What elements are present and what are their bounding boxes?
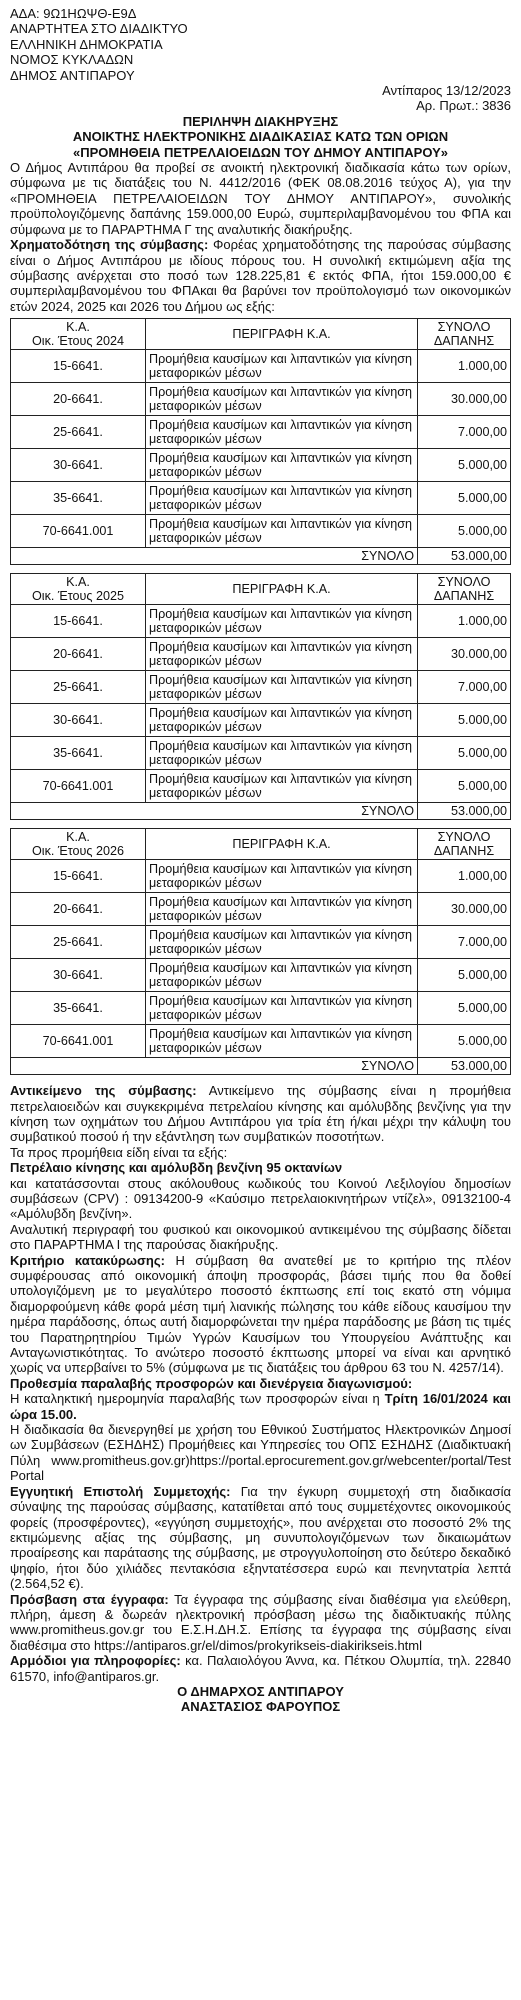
posting-line: ΑΝΑΡΤΗΤΕΑ ΣΤΟ ΔΙΑΔΙΚΤΥΟ (10, 21, 188, 37)
types-intro: Τα προς προμήθεια είδη είναι τα εξής: (10, 1144, 228, 1160)
table-row (11, 893, 511, 926)
title-line-2: ΑΝΟΙΚΤΗΣ ΗΛΕΚΤΡΟΝΙΚΗΣ ΔΙΑΔΙΚΑΣΙΑΣ ΚΑΤΩ ΤΩΝ ΟΡΙΩΝ (72, 129, 449, 145)
row-description: Προμήθεια καυσίμων και λιπαντικών για κίνηση μεταφορικών μέσων (146, 383, 418, 416)
object-description: Αναλυτική περιγραφή του φυσικού και οικονομικού αντικειμένου της σύμβασης δίδεται στο ΠΑΡΑΡΤΗΜΑ Ι της παρούσας διακήρυξης. (10, 1221, 511, 1253)
table-row (11, 482, 511, 515)
table-total-row (11, 803, 511, 820)
row-amount: 5.000,00 (418, 737, 511, 770)
header-expense-label: ΔΑΠΑΝΗΣ (433, 844, 495, 859)
budget-tables (10, 318, 511, 1075)
signature-role: Ο ΔΗΜΑΡΧΟΣ ΑΝΤΙΠΑΡΟΥ (177, 1683, 344, 1699)
header-total (418, 829, 511, 860)
row-amount: 5.000,00 (418, 482, 511, 515)
guarantee-label: Εγγυητική Επιστολή Συμμετοχής: (10, 1483, 231, 1499)
header-year-label: Οικ. Έτους 2024 (31, 334, 125, 349)
header-total-label: ΣΥΝΟΛΟ (437, 320, 491, 335)
row-description: Προμήθεια καυσίμων και λιπαντικών για κίνηση μεταφορικών μέσων (146, 704, 418, 737)
table-row (11, 416, 511, 449)
header-expense-label: ΔΑΠΑΝΗΣ (433, 334, 495, 349)
total-label: ΣΥΝΟΛΟ (146, 548, 418, 565)
row-description: Προμήθεια καυσίμων και λιπαντικών για κίνηση μεταφορικών μέσων (146, 1025, 418, 1058)
subject-text: Αντικείμενο της σύμβασης είναι η προμήθεια πετρελαιοειδών και συγκεκριμένα πετρελαίου κίνησης και αμόλυβδης βενζίνης για την κίνηση των οχημάτων του Δήμου Αντιπάρου για τρία έτη ή/και μέχρι την κάλυψη του συμβατικού ποσού ή την εξάντληση των συμβατικών ποσοτήτων. (10, 1083, 511, 1145)
header-total-label: ΣΥΝΟΛΟ (437, 575, 491, 590)
row-amount: 5.000,00 (418, 704, 511, 737)
row-code: 30-6641. (11, 704, 146, 737)
row-description: Προμήθεια καυσίμων και λιπαντικών για κίνηση μεταφορικών μέσων (146, 605, 418, 638)
contact-text: κα. Παλαιολόγου Άννα, κα. Πέτκου Ολυμπία, τηλ. 22840 61570, info@antiparos.gr. (10, 1653, 511, 1684)
row-amount: 5.000,00 (418, 515, 511, 548)
table-header-row (11, 574, 511, 605)
header-total (418, 319, 511, 350)
access-text: Τα έγγραφα της σύμβασης είναι διαθέσιμα για ελεύθερη, πλήρη, άμεση & δωρεάν ηλεκτρονική πρόσβαση μέσω της διαδικτυακής πύλης www.promitheus.gov.gr του Ε.Σ.Η.ΔΗ.Σ. Επίσης τα έγγραφα της σύμβασης είναι διαθέσιμα στο https://antiparos.gr/el/dimos/prokyrikseis-diakirikseis.html (10, 1591, 511, 1653)
table-row (11, 638, 511, 671)
header-code-label: Κ.Α. (66, 575, 90, 590)
deadline-label: Προθεσμία παραλαβής προσφορών και διενέργεια διαγωνισμού: (10, 1375, 413, 1391)
table-total-row (11, 1058, 511, 1075)
header-description: ΠΕΡΙΓΡΑΦΗ Κ.Α. (146, 319, 418, 350)
access-paragraph (10, 1592, 511, 1654)
header-code (11, 319, 146, 350)
row-description: Προμήθεια καυσίμων και λιπαντικών για κίνηση μεταφορικών μέσων (146, 737, 418, 770)
row-description: Προμήθεια καυσίμων και λιπαντικών για κίνηση μεταφορικών μέσων (146, 893, 418, 926)
row-code: 25-6641. (11, 671, 146, 704)
row-description: Προμήθεια καυσίμων και λιπαντικών για κίνηση μεταφορικών μέσων (146, 926, 418, 959)
cpv-paragraph: και κατατάσσονται στους ακόλουθους κωδικούς του Κοινού Λεξιλογίου δημοσίων συμβάσεων (CPV) : 09134200-9 «Καύσιμο πετρελαιοκινητήρων ντίζελ», 09132100-4 «Αμόλυβδη βενζίνη». (10, 1175, 511, 1222)
table-row (11, 1025, 511, 1058)
header-description: ΠΕΡΙΓΡΑΦΗ Κ.Α. (146, 829, 418, 860)
award-text: Η σύμβαση θα ανατεθεί με το κριτήριο της πλέον συμφέρουσας από οικονομική άποψη προσφοράς, βάσει τιμής που θα δοθεί υπολογιζόμενη με το μεγαλύτερο ποσοστό έκπτωσης επί τοις εκατό στη νόμιμα διαμορφούμενη κάθε φορά μέση τιμή λιανικής πώλησης του κάθε είδους καυσίμου την ημέρα παράδοσης, όπως αυτή διαμορφώνεται την ημέρα παράδοσης με βάση τις τιμές του Παρατηρητηρίου Τιμών Υγρών Καυσίμων του Υπουργείου Ανάπτυξης και Ανταγωνιστικότητας. Το ανώτερο ποσοστό έκπτωσης μπορεί να είναι και αρνητικό χωρίς να υπερβαίνει το 5% (σύμφωνα με τις διατάξεις του άρθρου 63 του Ν. 4257/14). (10, 1252, 511, 1376)
row-description: Προμήθεια καυσίμων και λιπαντικών για κίνηση μεταφορικών μέσων (146, 860, 418, 893)
table-row (11, 671, 511, 704)
table-row (11, 605, 511, 638)
row-code: 25-6641. (11, 926, 146, 959)
procedure-paragraph: Η διαδικασία θα διενεργηθεί με χρήση του Εθνικού Συστήματος Ηλεκτρονικών Δημοσίων Συμβάσεων (ΕΣΗΔΗΣ) Προμήθειες και Υπηρεσίες του ΟΠΣ ΕΣΗΔΗΣ (Διαδικτυακή Πύλη www.promitheus.gov.gr)https://portal.eprocurement.gov.gr/webcenter/portal/TestPortal (10, 1422, 511, 1484)
header-year-label: Οικ. Έτους 2025 (31, 589, 125, 604)
republic-line: ΕΛΛΗΝΙΚΗ ΔΗΜΟΚΡΑΤΙΑ (10, 36, 163, 52)
deadline-date: Τρίτη 16/01/2024 και ώρα 15.00. (10, 1391, 511, 1422)
row-description: Προμήθεια καυσίμων και λιπαντικών για κίνηση μεταφορικών μέσων (146, 515, 418, 548)
funding-paragraph (10, 237, 511, 314)
table-total-row (11, 548, 511, 565)
header-code-label: Κ.Α. (66, 830, 90, 845)
header-code (11, 829, 146, 860)
row-amount: 5.000,00 (418, 992, 511, 1025)
total-label: ΣΥΝΟΛΟ (146, 803, 418, 820)
header-total (418, 574, 511, 605)
document-header (10, 6, 511, 114)
row-description: Προμήθεια καυσίμων και λιπαντικών για κίνηση μεταφορικών μέσων (146, 638, 418, 671)
award-paragraph (10, 1253, 511, 1376)
table-row (11, 959, 511, 992)
deadline-text: Η καταληκτική ημερομηνία παραλαβής των προσφορών είναι η (10, 1391, 385, 1407)
ada-line: ΑΔΑ: 9Ω1ΗΩΨΘ-Ε9Δ (10, 6, 137, 21)
row-amount: 1.000,00 (418, 605, 511, 638)
document-title (10, 114, 511, 160)
row-amount: 30.000,00 (418, 638, 511, 671)
table-row (11, 383, 511, 416)
header-description: ΠΕΡΙΓΡΑΦΗ Κ.Α. (146, 574, 418, 605)
municipality-line: ΔΗΜΟΣ ΑΝΤΙΠΑΡΟΥ (10, 67, 135, 83)
row-code: 15-6641. (11, 860, 146, 893)
row-code: 35-6641. (11, 737, 146, 770)
row-code: 70-6641.001 (11, 1025, 146, 1058)
budget-table (10, 573, 511, 820)
row-code: 70-6641.001 (11, 515, 146, 548)
title-line-3: «ΠΡΟΜΗΘΕΙΑ ΠΕΤΡΕΛΑΙΟΕΙΔΩΝ ΤΟΥ ΔΗΜΟΥ ΑΝΤΙΠΑΡΟΥ» (73, 144, 448, 160)
row-description: Προμήθεια καυσίμων και λιπαντικών για κίνηση μεταφορικών μέσων (146, 416, 418, 449)
document-date: Αντίπαρος 13/12/2023 (382, 83, 511, 99)
protocol-number: Αρ. Πρωτ.: 3836 (416, 98, 511, 114)
row-description: Προμήθεια καυσίμων και λιπαντικών για κίνηση μεταφορικών μέσων (146, 671, 418, 704)
total-blank (11, 548, 146, 565)
title-line-1: ΠΕΡΙΛΗΨΗ ΔΙΑΚΗΡΥΞΗΣ (182, 113, 339, 129)
header-code (11, 574, 146, 605)
total-label: ΣΥΝΟΛΟ (146, 1058, 418, 1075)
row-code: 20-6641. (11, 893, 146, 926)
header-code-label: Κ.Α. (66, 320, 90, 335)
row-amount: 1.000,00 (418, 860, 511, 893)
row-code: 20-6641. (11, 383, 146, 416)
header-expense-label: ΔΑΠΑΝΗΣ (433, 589, 495, 604)
table-header-row (11, 319, 511, 350)
fuel-types: Πετρέλαιο κίνησης και αμόλυβδη βενζίνη 95 οκτανίων (10, 1160, 343, 1176)
deadline-heading (10, 1376, 511, 1391)
subject-label: Αντικείμενο της σύμβασης: (10, 1083, 197, 1099)
row-amount: 7.000,00 (418, 416, 511, 449)
budget-table (10, 828, 511, 1075)
row-amount: 1.000,00 (418, 350, 511, 383)
row-amount: 5.000,00 (418, 959, 511, 992)
row-amount: 5.000,00 (418, 449, 511, 482)
signature-name: ΑΝΑΣΤΑΣΙΟΣ ΦΑΡΟΥΠΟΣ (180, 1699, 341, 1715)
funding-label: Χρηματοδότηση της σύμβασης: (10, 237, 209, 253)
access-label: Πρόσβαση στα έγγραφα: (10, 1591, 169, 1607)
header-total-label: ΣΥΝΟΛΟ (437, 830, 491, 845)
row-amount: 5.000,00 (418, 770, 511, 803)
signature-block (10, 1684, 511, 1715)
funding-text: Φορέας χρηματοδότησης της παρούσας σύμβασης είναι ο Δήμος Αντιπάρου με ιδίους πόρους του. Η συνολική εκτιμώμενη αξία της σύμβασης ανέρχεται στο ποσό των 128.225,81 € εκτός ΦΠΑ, ήτοι 159.000,00 € συμπεριλαμβανομένου του ΦΠΑκαι θα βαρύνει τον προϋπολογισμό των οικονομικών ετών 2024, 2025 και 2026 του Δήμου ως εξής: (10, 237, 511, 314)
award-label: Κριτήριο κατακύρωσης: (10, 1252, 165, 1268)
table-header-row (11, 829, 511, 860)
row-code: 15-6641. (11, 350, 146, 383)
total-blank (11, 803, 146, 820)
row-code: 30-6641. (11, 449, 146, 482)
table-row (11, 860, 511, 893)
row-code: 35-6641. (11, 482, 146, 515)
row-description: Προμήθεια καυσίμων και λιπαντικών για κίνηση μεταφορικών μέσων (146, 449, 418, 482)
row-description: Προμήθεια καυσίμων και λιπαντικών για κίνηση μεταφορικών μέσων (146, 482, 418, 515)
total-amount: 53.000,00 (418, 1058, 511, 1075)
total-amount: 53.000,00 (418, 803, 511, 820)
header-year-label: Οικ. Έτους 2026 (31, 844, 125, 859)
row-description: Προμήθεια καυσίμων και λιπαντικών για κίνηση μεταφορικών μέσων (146, 992, 418, 1025)
table-row (11, 926, 511, 959)
total-amount: 53.000,00 (418, 548, 511, 565)
row-amount: 5.000,00 (418, 1025, 511, 1058)
deadline-paragraph (10, 1391, 511, 1422)
table-row (11, 770, 511, 803)
contact-label: Αρμόδιοι για πληροφορίες: (10, 1653, 181, 1669)
prefecture-line: ΝΟΜΟΣ ΚΥΚΛΑΔΩΝ (10, 52, 134, 68)
row-description: Προμήθεια καυσίμων και λιπαντικών για κίνηση μεταφορικών μέσων (146, 350, 418, 383)
row-amount: 7.000,00 (418, 926, 511, 959)
row-amount: 30.000,00 (418, 893, 511, 926)
guarantee-text: Για την έγκυρη συμμετοχή στη διαδικασία σύναψης της παρούσας σύμβασης, κατατίθεται από τους συμμετέχοντες οικονομικούς φορείς (προσφέροντες), «εγγύηση συμμετοχής», που ανέρχεται στο ποσοστό 2% της εκτιμώμενης αξίας της σύμβασης, μη συνυπολογιζόμενων των δικαιωμάτων προαίρεσης και παράτασης της σύμβασης, με στρογγυλοποίηση στο δεύτερο δεκαδικό ψηφίο, ήτοι δύο χιλιάδες πεντακόσια εξηντατέσσερα ευρώ και πενηντατρία λεπτά (2.564,52 €). (10, 1483, 511, 1592)
table-row (11, 449, 511, 482)
row-code: 15-6641. (11, 605, 146, 638)
table-row (11, 515, 511, 548)
contact-paragraph (10, 1653, 511, 1684)
intro-paragraph: Ο Δήμος Αντιπάρου θα προβεί σε ανοικτή ηλεκτρονική διαδικασία κάτω των ορίων, σύμφωνα με τις διατάξεις του Ν. 4412/2016 (ΦΕΚ 08.08.2016 τεύχος Α), για την «ΠΡΟΜΗΘΕΙΑ ΠΕΤΡΕΛΑΙΟΕΙΔΩΝ ΤΟΥ ΔΗΜΟΥ ΑΝΤΙΠΑΡΟΥ», συνολικής προϋπολογιζόμενης δαπάνης 159.000,00 Ευρώ, συμπεριλαμβανομένου του ΦΠΑ και σύμφωνα με το ΠΑΡΑΡΤΗΜΑ Γ της αναλυτικής διακήρυξης. (10, 160, 511, 237)
table-row (11, 350, 511, 383)
row-description: Προμήθεια καυσίμων και λιπαντικών για κίνηση μεταφορικών μέσων (146, 770, 418, 803)
row-amount: 30.000,00 (418, 383, 511, 416)
row-code: 25-6641. (11, 416, 146, 449)
subject-paragraph (10, 1083, 511, 1145)
budget-table (10, 318, 511, 565)
table-row (11, 737, 511, 770)
row-code: 20-6641. (11, 638, 146, 671)
table-row (11, 992, 511, 1025)
row-code: 30-6641. (11, 959, 146, 992)
total-blank (11, 1058, 146, 1075)
row-code: 35-6641. (11, 992, 146, 1025)
row-amount: 7.000,00 (418, 671, 511, 704)
table-row (11, 704, 511, 737)
guarantee-paragraph (10, 1484, 511, 1592)
row-description: Προμήθεια καυσίμων και λιπαντικών για κίνηση μεταφορικών μέσων (146, 959, 418, 992)
row-code: 70-6641.001 (11, 770, 146, 803)
